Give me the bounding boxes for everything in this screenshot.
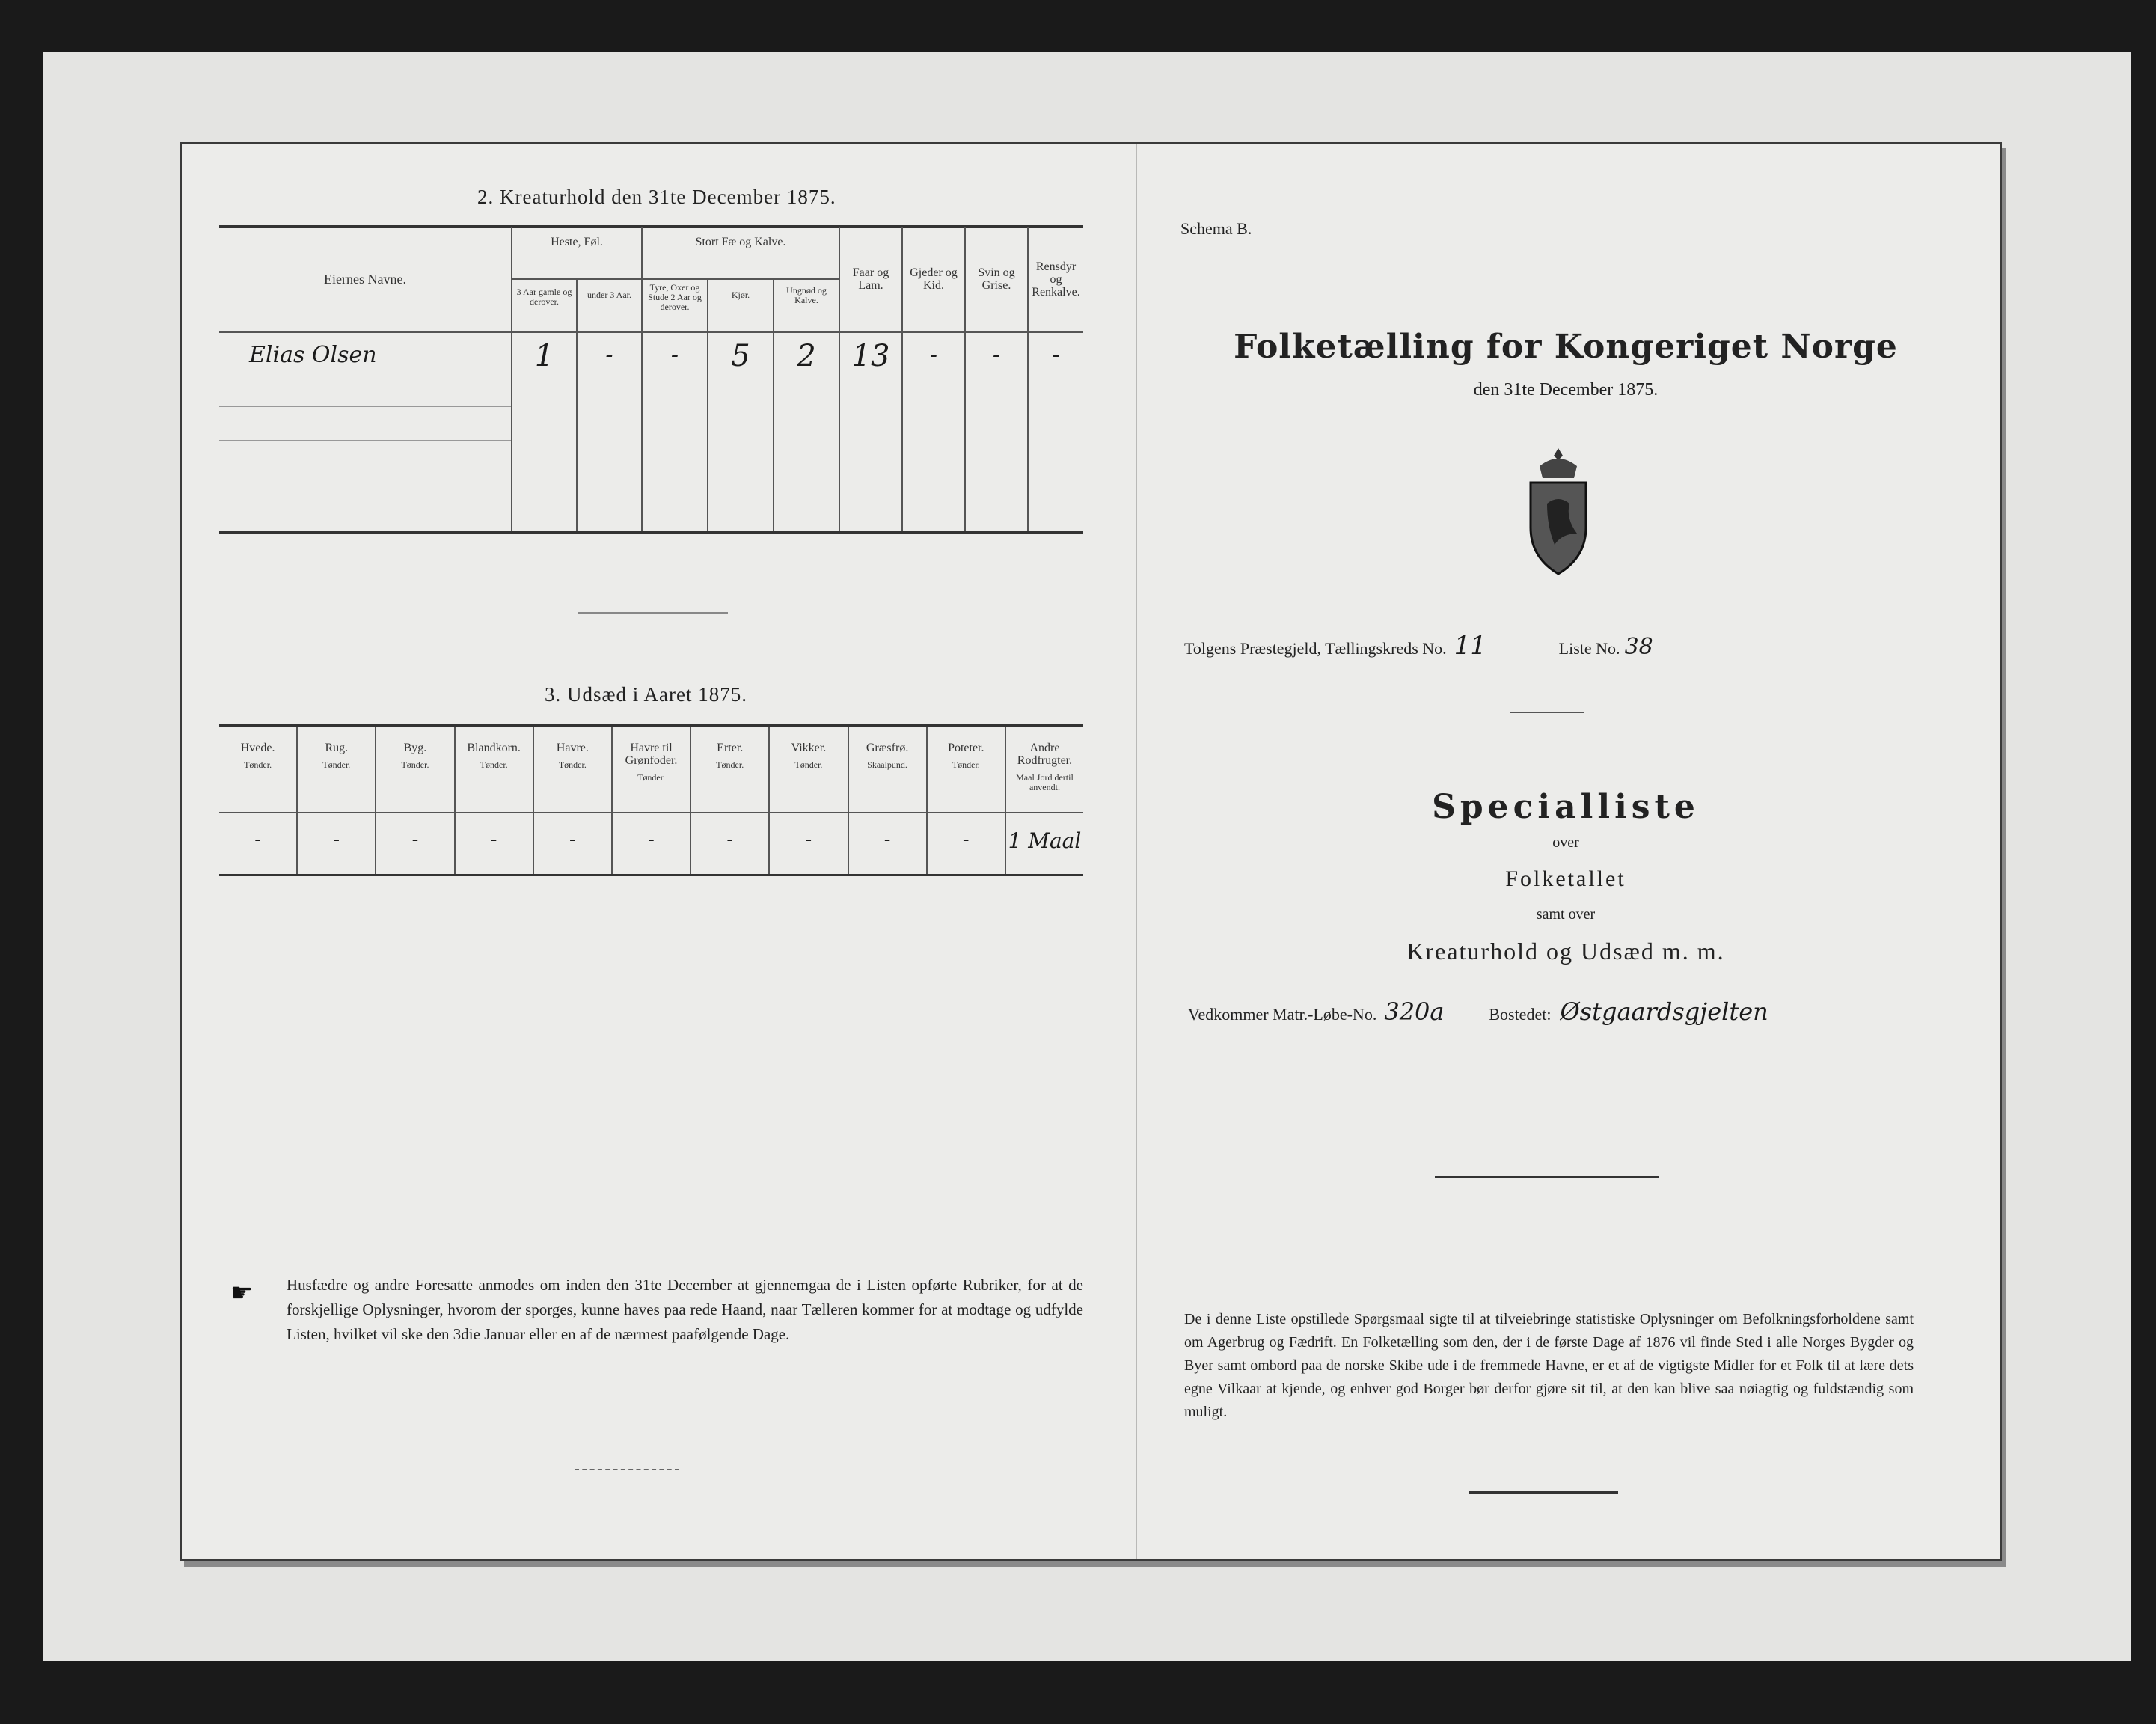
seed-col-name: Byg. bbox=[403, 742, 427, 754]
folketallet-label: Folketallet bbox=[1505, 866, 1626, 891]
right-divider-1 bbox=[1510, 712, 1584, 713]
col-goats-header: Gjeder og Kid. bbox=[910, 266, 958, 292]
section2-bottom-rule bbox=[219, 531, 1083, 534]
matr-label: Vedkommer Matr.-Løbe-No. bbox=[1188, 1005, 1377, 1024]
right-divider-2 bbox=[1435, 1176, 1659, 1178]
section3-title: 3. Udsæd i Aaret 1875. bbox=[545, 683, 747, 706]
seed-column bbox=[376, 727, 455, 874]
horses-old-value: 1 bbox=[512, 331, 578, 531]
livestock-table bbox=[219, 227, 1083, 531]
section2-title: 2. Kreaturhold den 31te December 1875. bbox=[477, 186, 836, 208]
info-text: De i denne Liste opstillede Spørgsmaal sigte til at tilveiebringe statistiske Oplysninger om Befolkningsforholdene samt om Agerbrug og Fædrift. En Folketælling som den, der i de første Dage af 1876 vil finde Sted i alle Norges Bygder og Byer samt ombord paa de norske Skibe ude i de fremmede Havne, er et af de vigtigste Midler for et Folk til at lære dets egne Vilkaar at kjende, og enhver god Borger bør derfor gjøre sit til, at den kan blive saa nøiagtig og fuldstændig som muligt. bbox=[1184, 1311, 1914, 1420]
seed-col-name: Erter. bbox=[717, 742, 744, 754]
over-label: over bbox=[1552, 834, 1579, 851]
seed-value: - bbox=[648, 828, 655, 851]
seed-column bbox=[613, 727, 691, 874]
seed-col-name: Havre. bbox=[556, 742, 589, 754]
seed-value: - bbox=[962, 828, 970, 851]
seed-col-unit: Tønder. bbox=[480, 759, 508, 770]
group-horses-header: Heste, Føl. bbox=[512, 227, 641, 280]
seed-column bbox=[219, 727, 298, 874]
matr-value: 320a bbox=[1384, 997, 1445, 1026]
seed-col-name: Vikker. bbox=[791, 742, 827, 754]
parish-label: Tolgens Præstegjeld, Tællingskreds No. bbox=[1184, 639, 1447, 658]
seed-column bbox=[298, 727, 376, 874]
seed-col-name: Græsfrø. bbox=[866, 742, 909, 754]
section3-bottom-rule bbox=[219, 874, 1083, 876]
seed-col-name: Blandkorn. bbox=[467, 742, 521, 754]
seed-value: - bbox=[411, 828, 419, 851]
seed-column bbox=[1006, 727, 1083, 874]
col-reindeer-header: Rensdyr og Renkalve. bbox=[1032, 260, 1080, 299]
seed-column bbox=[456, 727, 534, 874]
seed-value: - bbox=[333, 828, 340, 851]
col-pigs-header: Svin og Grise. bbox=[978, 266, 1015, 292]
seed-value: - bbox=[569, 828, 576, 851]
schema-label: Schema B. bbox=[1180, 219, 1252, 238]
parish-line bbox=[1184, 631, 1653, 661]
seed-col-unit: Tønder. bbox=[794, 759, 823, 770]
goats-value: - bbox=[929, 342, 938, 368]
list-number: 38 bbox=[1624, 634, 1653, 660]
kreaturhold-label: Kreaturhold og Udsæd m. m. bbox=[1406, 938, 1725, 965]
seed-value: - bbox=[254, 828, 261, 851]
seed-table bbox=[219, 727, 1083, 874]
seed-col-name: Hvede. bbox=[240, 742, 275, 754]
sub-cows: Kjør. bbox=[708, 280, 774, 331]
seed-col-unit: Tønder. bbox=[401, 759, 429, 770]
coat-of-arms-icon bbox=[1517, 444, 1599, 578]
seed-col-unit: Tønder. bbox=[244, 759, 272, 770]
seed-column bbox=[849, 727, 928, 874]
seed-col-unit: Maal Jord dertil anvendt. bbox=[1016, 772, 1074, 792]
list-label: Liste No. bbox=[1558, 639, 1620, 658]
bosted-label: Bostedet: bbox=[1489, 1005, 1552, 1024]
sheep-value: 13 bbox=[851, 339, 890, 373]
sub-oxen: Tyre, Oxer og Stude 2 Aar og derover. bbox=[643, 280, 708, 331]
pointing-hand-icon: ☛ bbox=[230, 1280, 254, 1307]
seed-col-name: Rug. bbox=[325, 742, 349, 754]
district-number: 11 bbox=[1454, 631, 1486, 661]
seed-col-unit: Tønder. bbox=[952, 759, 980, 770]
bosted-value: Østgaardsgjelten bbox=[1560, 997, 1768, 1026]
sub-calves: Ungnød og Kalve. bbox=[786, 285, 827, 305]
left-divider-2 bbox=[575, 1469, 679, 1470]
pigs-value: - bbox=[992, 342, 1001, 368]
seed-value: - bbox=[883, 828, 891, 851]
cows-value: 5 bbox=[708, 331, 774, 531]
census-sheet bbox=[180, 142, 2002, 1561]
sub-horses-old: 3 Aar gamle og derover. bbox=[512, 280, 578, 331]
notice-text: Husfædre og andre Foresatte anmodes om inden den 31te December at gjennemgaa de i Listen opførte Rubriker, for at de forskjellige Oplysninger, hvorom der sporges, kunne haves paa rede Haand, naar Tælleren kommer for at modtage og udfylde Listen, hvilket vil ske den 3die Januar eller en af de nærmest paafølgende Dage. bbox=[287, 1276, 1083, 1343]
reindeer-value: - bbox=[1052, 342, 1060, 368]
owner-name: Elias Olsen bbox=[249, 342, 377, 368]
right-divider-3 bbox=[1469, 1491, 1618, 1494]
seed-value: - bbox=[726, 828, 734, 851]
samt-over-label: samt over bbox=[1536, 906, 1596, 923]
col-owner-header: Eiernes Navne. bbox=[324, 271, 406, 287]
seed-col-name: Andre Rodfrugter. bbox=[1017, 742, 1073, 767]
seed-column bbox=[770, 727, 848, 874]
property-line bbox=[1188, 997, 1768, 1026]
seed-col-unit: Tønder. bbox=[637, 772, 666, 783]
left-divider-1 bbox=[578, 612, 728, 614]
col-sheep-header: Faar og Lam. bbox=[852, 266, 889, 292]
page-fold bbox=[1136, 144, 1137, 1559]
seed-value: - bbox=[490, 828, 497, 851]
seed-col-name: Poteter. bbox=[948, 742, 984, 754]
specialliste-title: Specialliste bbox=[1432, 788, 1700, 826]
seed-column bbox=[534, 727, 613, 874]
group-cattle-header: Stort Fæ og Kalve. bbox=[643, 227, 839, 280]
oxen-value: - bbox=[643, 331, 708, 531]
seed-column bbox=[691, 727, 770, 874]
seed-column bbox=[928, 727, 1006, 874]
census-date: den 31te December 1875. bbox=[1473, 380, 1659, 400]
seed-col-unit: Tønder. bbox=[558, 759, 587, 770]
calves-value: 2 bbox=[797, 339, 816, 373]
seed-value: - bbox=[805, 828, 812, 851]
main-title: Folketælling for Kongeriget Norge bbox=[1234, 328, 1898, 366]
seed-col-unit: Tønder. bbox=[322, 759, 351, 770]
seed-col-unit: Tønder. bbox=[716, 759, 744, 770]
seed-value: 1 Maal bbox=[1008, 828, 1082, 853]
seed-col-unit: Skaalpund. bbox=[867, 759, 907, 770]
seed-col-name: Havre til Grønfoder. bbox=[625, 742, 678, 767]
sub-horses-young: under 3 Aar. bbox=[587, 290, 631, 300]
horses-young-value: - bbox=[605, 342, 613, 368]
